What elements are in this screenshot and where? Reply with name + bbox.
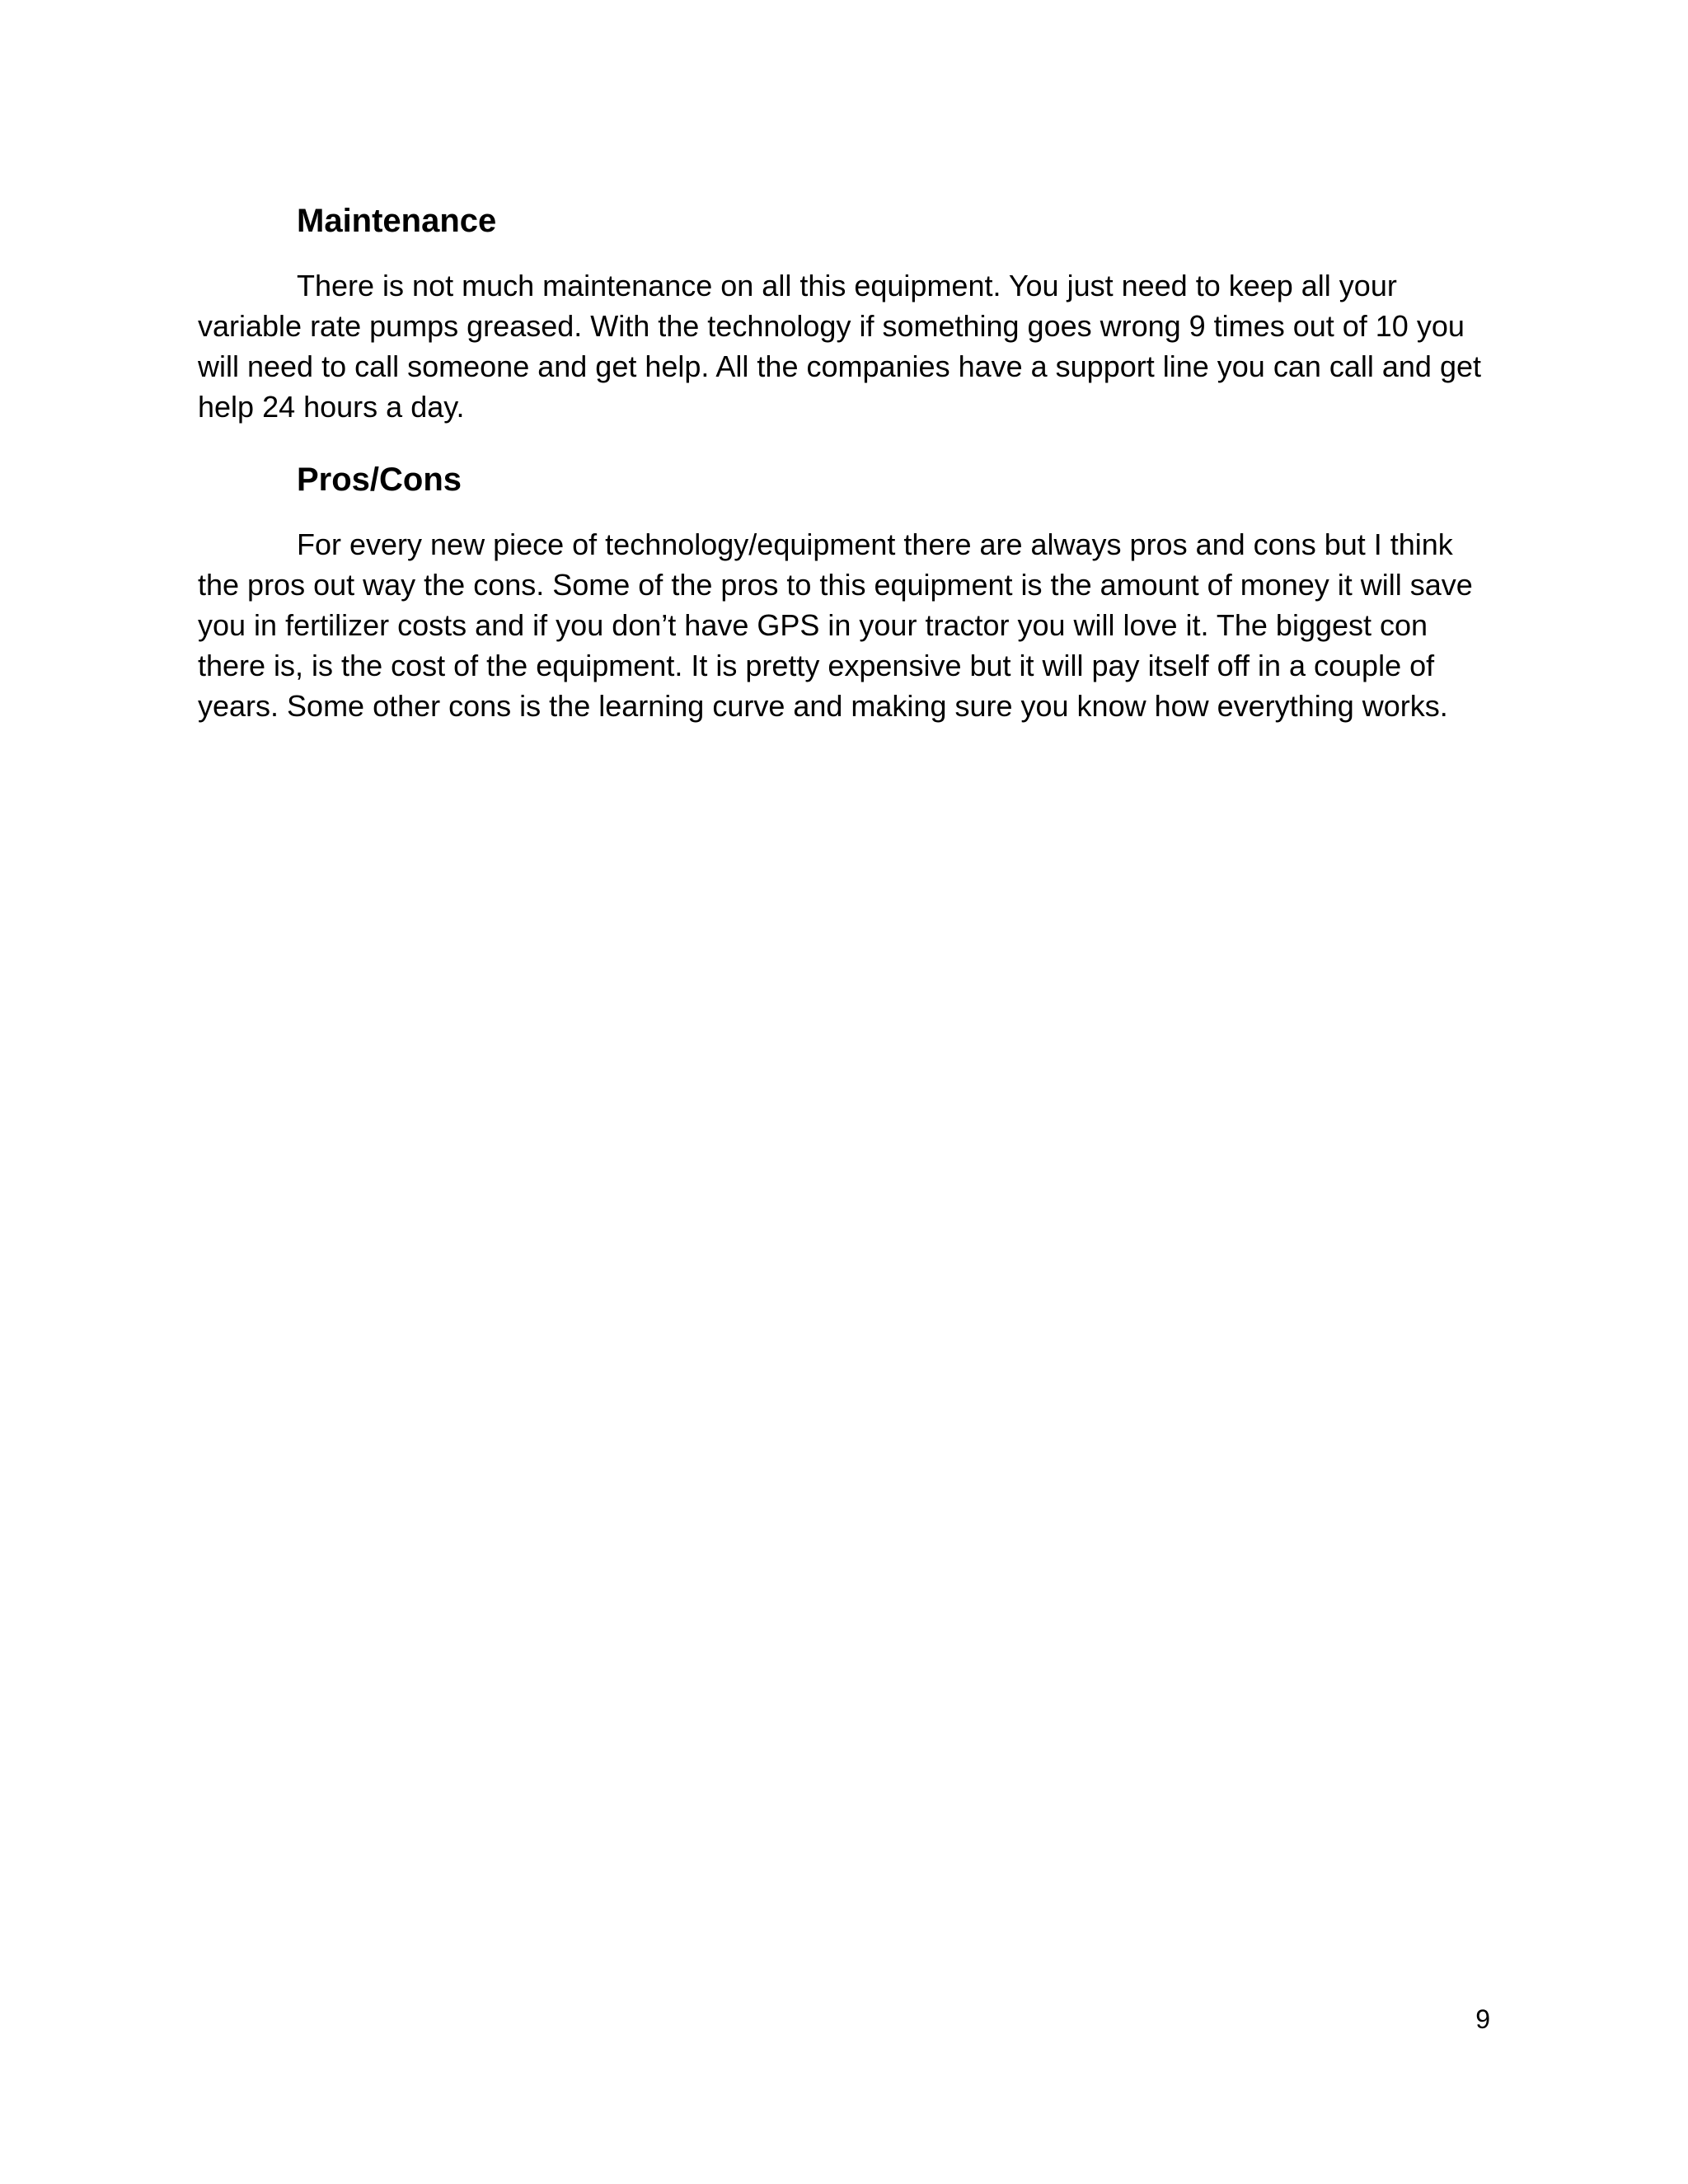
section-body-pros-cons: For every new piece of technology/equipment there are always pros and cons but I think the pros out way the cons. Some of the pros to this equipment is the amount of money it will save you in fertilizer costs and if you don’t have GPS in your tractor you will love it. The biggest con there is, is the cost of the equipment. It is pretty expensive but it will pay itself off in a couple of years. Some other cons is the learning curve and making sure you know how everything works. (198, 527, 1473, 723)
section-body-maintenance: There is not much maintenance on all this equipment. You just need to keep all your variable rate pumps greased. With the technology if something goes wrong 9 times out of 10 you will need to call someone and get help. All the companies have a support line you can call and get help 24 hours a day. (198, 269, 1481, 424)
page-content (198, 196, 1496, 726)
section-heading-maintenance: Maintenance (297, 203, 497, 239)
section-heading-pros-cons: Pros/Cons (297, 462, 462, 498)
page-number: 9 (1475, 2004, 1490, 2034)
